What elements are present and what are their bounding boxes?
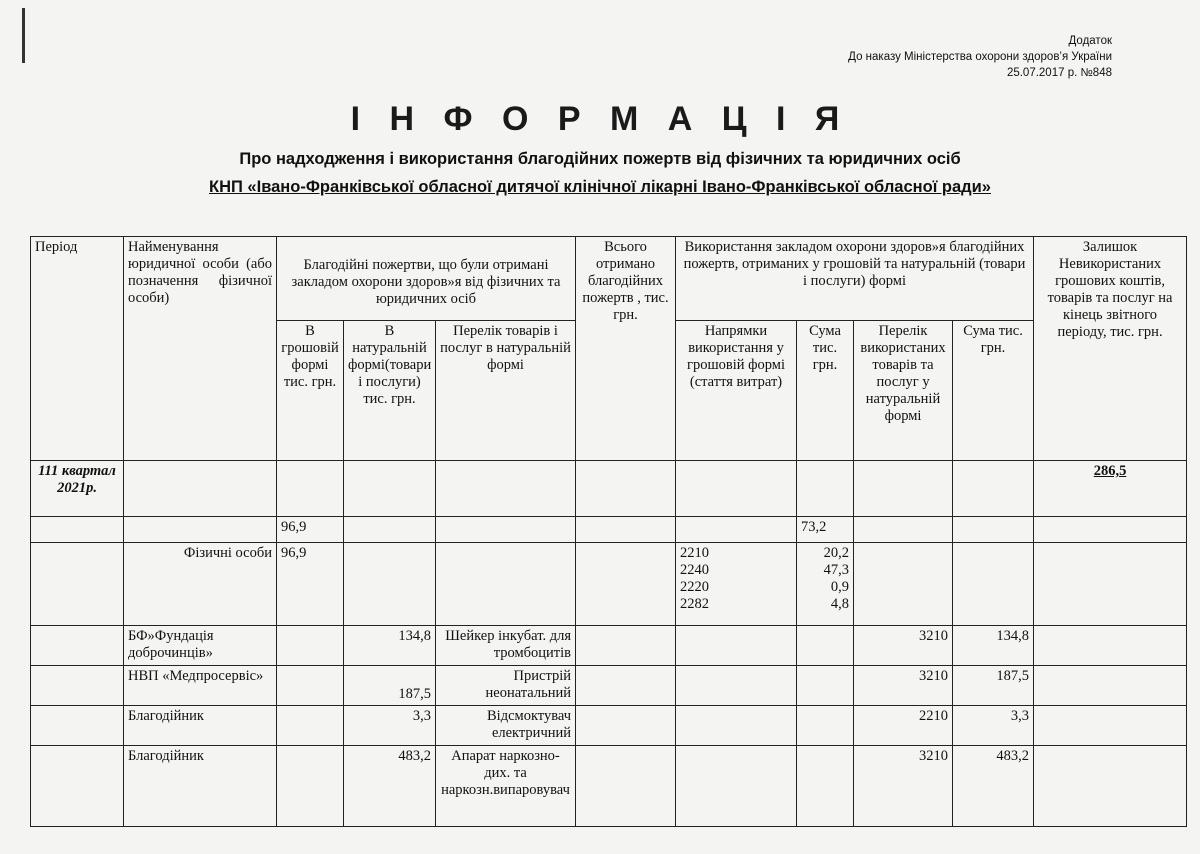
header-usage: Використання закладом охорони здоров»я благодійних пожертв, отриманих у грошовій та натуральній (товари і послуги) формі [676, 237, 1034, 321]
document-subtitle: Про надходження і використання благодійних пожертв від фізичних та юридичних осіб [239, 150, 961, 168]
annex-line-2: До наказу Міністерства охорони здоров’я України [848, 51, 1112, 63]
header-balance: Залишок Невикористаних грошових коштів, товарів та послуг на кінець звітного періоду, тис. грн. [1034, 237, 1187, 461]
header-used-goods: Перелік використаних товарів та послуг у натуральній формі [854, 321, 953, 461]
header-period: Період [31, 237, 124, 461]
row-goods: Пристрій неонатальний [436, 666, 576, 706]
row-name: НВП «Медпросервіс» [124, 666, 277, 706]
donations-table [30, 236, 1187, 827]
subtotal-sum-cash: 73,2 [797, 517, 854, 543]
row-cash: 96,9 [277, 543, 344, 626]
table-row [31, 746, 1187, 827]
table-row [31, 706, 1187, 746]
row-code: 3210 [854, 626, 953, 666]
table-row [31, 543, 1187, 626]
row-goods: Апарат наркозно-дих. та наркозн.випаровувач [436, 746, 576, 827]
row-code: 3210 [854, 666, 953, 706]
row-sums: 20,2 47,3 0,9 4,8 [797, 543, 854, 626]
document-title: І Н Ф О Р М А Ц І Я [350, 100, 850, 138]
scan-edge-mark [22, 8, 25, 63]
header-total: Всього отримано благодійних пожертв , тис. грн. [576, 237, 676, 461]
annex-note [848, 33, 1112, 81]
row-goods: Шейкер інкубат. для тромбоцитів [436, 626, 576, 666]
table-row [31, 626, 1187, 666]
header-donations: Благодійні пожертви, що були отримані закладом охорони здоров»я від фізичних та юридичних осіб [277, 237, 576, 321]
row-name: Фізичні особи [124, 543, 277, 626]
row-sum: 3,3 [953, 706, 1034, 746]
row-kind: 3,3 [344, 706, 436, 746]
annex-line-3: 25.07.2017 р. №848 [1006, 67, 1112, 79]
row-name: БФ»Фундація доброчинців» [124, 626, 277, 666]
period-cell: 111 квартал 2021р. [31, 461, 124, 517]
header-sum-kind: Сума тис. грн. [953, 321, 1034, 461]
row-kind: 134,8 [344, 626, 436, 666]
institution-name: КНП «Івано-Франківської обласної дитячої клінічної лікарні Івано-Франківської обласної ради» [209, 178, 991, 196]
row-sum: 187,5 [953, 666, 1034, 706]
header-sum-cash: Сума тис. грн. [797, 321, 854, 461]
row-code: 2210 [854, 706, 953, 746]
header-cash: В грошовій формі тис. грн. [277, 321, 344, 461]
row-kind: 483,2 [344, 746, 436, 827]
header-kind: В натуральній формі(товари і послуги) тис. грн. [344, 321, 436, 461]
subtotal-cash: 96,9 [277, 517, 344, 543]
annex-line-1: Додаток [1068, 35, 1112, 47]
table-row [31, 666, 1187, 706]
row-code: 3210 [854, 746, 953, 827]
row-name: Благодійник [124, 706, 277, 746]
header-name: Найменування юридичної особи (або позначення фізичної особи) [124, 237, 277, 461]
row-goods: Відсмоктувач електричний [436, 706, 576, 746]
row-codes: 2210 2240 2220 2282 [676, 543, 797, 626]
row-sum: 134,8 [953, 626, 1034, 666]
balance-value: 286,5 [1034, 461, 1187, 517]
row-sum: 483,2 [953, 746, 1034, 827]
row-kind: 187,5 [344, 666, 436, 706]
header-directions: Напрямки використання у грошовій формі (стаття витрат) [676, 321, 797, 461]
row-name: Благодійник [124, 746, 277, 827]
header-goods-list: Перелік товарів і послуг в натуральній формі [436, 321, 576, 461]
